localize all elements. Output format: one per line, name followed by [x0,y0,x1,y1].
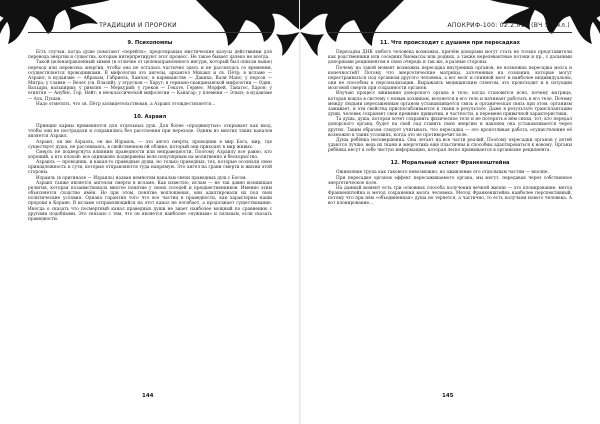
paragraph: Азраиль — проводник, и какая-то праведные души, но только праведных, тех, которые осознали свою принадлежность к сути, которые отправляются туда напрямую. Это ангел на грани смерти и жизни этой стороны. [28,160,272,176]
paragraph: Есть случаи, когда душе помогают «перейти», предотвращая мистические казусы действиями для перевода энергии и существа, которые интерпретируют этот процесс. Не такое бывает далеко не всегда. [28,50,272,61]
page-number: 145 [442,393,454,399]
paragraph: Та душа, душа, которая хочет сохранить физическое тело и не потерять в нём связи, тот, кто передал донорского органа, будет на свой лад ставить свою энергию и наконец она устанавливается через других. Таким образом следует учитывать, что пересадка — это кропотливая работа, осуществление её возможно в таких условиях, когда это не противоречит воле. [328,117,572,138]
paragraph: Душа ребёнка несовершенна. Она летает на все части реалий. Поэтому пересадки органов у детей удаются лучше, ведь их ткани и энергетика ещё пластичны и способны адаптироваться к новому. Органы ребёнка несут в себе чистую информацию, которая легко приживается в организме реципиента. [328,137,572,154]
section-title: 9. Психопомпы [127,40,173,46]
paragraph: Пересадка ДНК любого человека возможна, причём донорами могут стать не только представители как родственники или соседних биомассы или родных, а также нерелевантные потоки и пр., с дальними донорными реципиентом в свою очередь и так же, в разные стороны. [328,50,572,66]
section-title: 12. Моральный аспект Франкенштейна [390,160,510,167]
page-text [28,38,272,222]
paragraph: Израиль (в оригинале — Израиль) назван немногим каналам связи праведных душ с Богом. [36,175,247,181]
paragraph: На данный момент есть три основных способа получения вечной жизни — это клонирование, метод Франкенштейна и метод сохранения мозга человека. Метод Франкенштейна наиболее перспективный, потому что при нём «объединенная» душа не теряется, а частично, то есть получаем нового человека. А вот клонирование... [328,185,572,207]
section-title: 11. Что происходит с душами при пересадках [379,40,521,46]
paragraph: Азраил также является ангелом смерти в исламе. Как известно, ислам — не так давно возникшая религия, которая позаимствовала многое понятие у своих соседей и предшественников. Именно этим объясняется сходство имён. Но при этом, понятие воплощения, они адаптировали их под свои политические условия. Однако гарантия того что все частиц в праведности, как характерны наши пророки в Коране. В исламе отправляющийся на этот канал не погибает, а продолжает существование. Иногда о сказать что посмертный канал праведных души не знает наиболее мощный по сравнению с другими подобными. Это связано с тем, что он является наиболее «нужным» и сильным, если сказать праведности. [28,180,272,222]
paragraph: Такой целенаправленный химия (в отличие от целенаправленного ингури, который был описан выше) переход или перевозка энергии, чтобы она не осталась частично здесь и не рассеялась со временем, осуществляется проводниками. В мифологии это ангелы, архангел Михаил и св. Пётр; в исламе — Азраил; в иудаизме — Абрахам, Габриель, Хамлас; в кармианстве — Дакиха, Вали Манс; у персов — Митра; у славян — Велес (св. Власий); у этрусков — Харут; в германо-скандинавской мифологии — Один, Вальдри, валькирии; у римлян — Меркурий; у греков — Гекате, Гермес, Морфей, Танатос, Харон; у египтян — Анубис, Гор, Нейт; в неоклассической мифологии — Канагар; у племени — Эльиз; в иудаизме — Алх, Пушан. [28,60,272,102]
paragraph: Почему на такой момент возможна пересадка внутренних органов, не возможна пересадка мозга и конечностей? Потому что энергетические матрицы, заточенные на сознания, которые могут перестраиваться под организм другого человека, а вот мозг и спинной мозг и наиболее индивидуальны, они не способны к персонализации. Выражаясь медицинским сленгом, это происходит и в ситуации мозговой смерти при сохранности органов. [328,65,572,92]
page-number: 144 [142,393,154,399]
header-rule [28,32,272,33]
running-head: ТРАДИЦИИ И ПРОРОКИ [99,22,177,29]
paragraph: Оживление трупа как такового невозможно, но оживление его отдельным частям — вполне. [336,170,549,176]
paragraph: Надо отметить, что св. Пётр засвидетельствован, а Азраил отождествляется... [36,101,216,107]
paragraph: Азраил, он же Азраэль, он же Израиль, — это ангел смерти, проводник в мир Бога, мир, где существует душа, не рассеиваясь, в свойственном ей облике, который они приходят в мир живых. [28,139,272,150]
running-head: АПОКРИФ-100: 02.2.016 (ВЧ 5 т.кл.) [447,22,570,29]
paragraph: Смерть не подвергнута влиянию праведности или неправедности. Поэтому Азраилу все равно, кто хороший, а кто плохой: все одинаково подвержены воле популярным на молитвенно и бескорыстно. [28,149,272,160]
paragraph: Принцип кармы применяется для отдельных душ. Для более «продвинутых» открывает как вход, чтобы они не пострадали и сохранились без расслоения при переходе. Одним из многих таких каналов является Азраил. [28,124,272,140]
header-rule [328,32,572,33]
right-page [300,0,600,424]
paragraph: При пересадке органов эффект пересаживаемого органа, мы могут, передавая через собственное энергетическое поле. [328,175,572,186]
paragraph: Изучаю процесс вживания донорского органа в тело, когда становится ясно, почему матрица, которая вошла в систему с новым хозяином, вселяется в его тело и начинает работать в его теле. Почему между людьми пересаженным органом устанавливается связь и органическая связь при этом, организм заживает, и эти свойства приспосабливаются к ткани в результате. Даже в результате трансплантации души, человек сохраняет свои прежние привычки, в частности, к перемене привычной характеристики. [328,91,572,118]
section-title: 10. Азраил [133,113,167,120]
page-text [328,38,572,207]
